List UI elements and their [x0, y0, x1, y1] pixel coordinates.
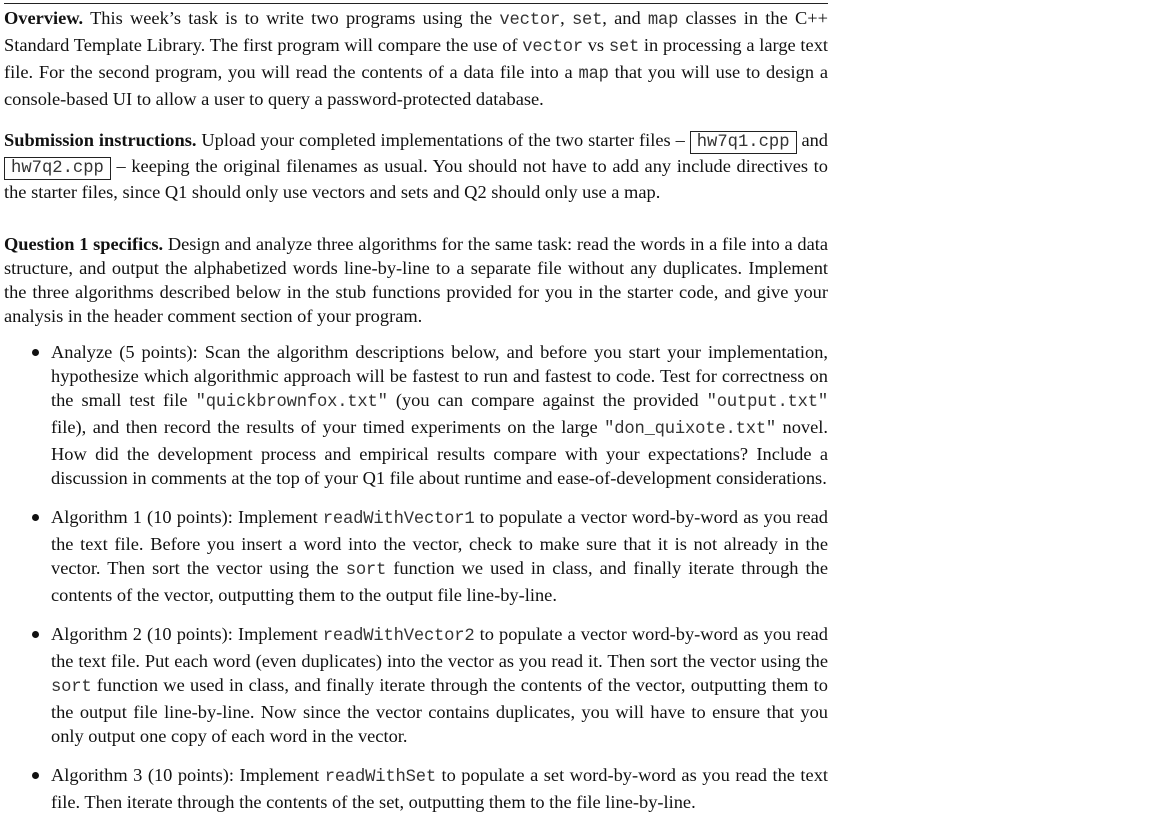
- list-item-text: to populate a vector word-by-word as you read the text file. Before you insert a word into the vector, check to make sure that it is not already in the vector. Then sort the vector using the: [51, 507, 828, 578]
- code-set: set: [571, 11, 603, 30]
- overview-heading: Overview.: [4, 8, 84, 28]
- list-item-text: function we used in class, and finally iterate through the contents of the vector, outputting them to the output file line-by-line.: [51, 558, 828, 605]
- list-item-text: to populate a set word-by-word as you read the text file. Then iterate through the contents of the set, outputting them to the file line-by-line.: [51, 765, 829, 812]
- list-item-text: (you can compare against the provided: [387, 390, 707, 410]
- overview-text: that you will use to design a console-based UI to allow a user to query a password-protected database.: [4, 62, 828, 109]
- requirements-list: [4, 340, 828, 829]
- bullet-icon: [32, 772, 39, 779]
- list-item-text: function we used in class, and finally iterate through the contents of the vector, outputting them to the output file line-by-line. Now since the vector contains duplicates, you will have to ensure that you only output one copy of each word in the vector.: [51, 675, 828, 746]
- filename-hw7q1: hw7q1.cpp: [690, 131, 797, 154]
- filename-hw7q2: hw7q2.cpp: [4, 157, 111, 180]
- code-filename: "don_quixote.txt": [604, 420, 777, 439]
- top-rule: [4, 3, 828, 4]
- list-item-text: Analyze (5 points): Scan the algorithm descriptions below, and before you start your implementation, hypothesize which algorithmic approach will be fastest to run and fastest to code. Test for correctness on the small test file: [51, 342, 828, 410]
- list-item-algorithm-3: [4, 763, 828, 814]
- bullet-icon: [32, 631, 39, 638]
- list-item-algorithm-2: [4, 622, 828, 748]
- code-function-name: sort: [51, 678, 92, 697]
- submission-paragraph: [4, 128, 828, 204]
- list-item-text: Algorithm 2 (10 points): Implement: [51, 624, 323, 644]
- submission-heading: Submission instructions.: [4, 130, 197, 150]
- overview-text: , and: [602, 8, 648, 28]
- overview-text: classes in the C++ Standard Template Library. The first program will compare the use of: [4, 8, 828, 55]
- code-function-name: readWithSet: [324, 768, 436, 787]
- question1-heading: Question 1 specifics.: [4, 234, 164, 254]
- submission-text: Upload your completed implementations of the two starter files –: [196, 130, 690, 150]
- submission-text: – keeping the original filenames as usual. You should not have to add any include directives to the starter files, since Q1 should only use vectors and sets and Q2 should only use a map.: [4, 156, 828, 202]
- code-function-name: sort: [345, 561, 387, 580]
- code-function-name: readWithVector1: [322, 510, 475, 529]
- code-set: set: [608, 38, 640, 57]
- list-item-analyze: [4, 340, 828, 490]
- overview-text: in processing a large text file. For the second program, you will read the contents of a data file into a: [4, 35, 828, 82]
- overview-text: vs: [582, 35, 609, 55]
- code-map: map: [578, 65, 609, 84]
- question1-paragraph: [4, 232, 828, 328]
- overview-text: This week’s task is to write two programs using the: [83, 8, 500, 28]
- code-filename: "output.txt": [706, 393, 829, 412]
- list-item-algorithm-1: [4, 505, 828, 607]
- overview-paragraph: [4, 6, 828, 111]
- code-map: map: [647, 11, 679, 30]
- list-item-text: Algorithm 3 (10 points): Implement: [51, 765, 325, 785]
- code-vector: vector: [499, 11, 561, 30]
- bullet-icon: [32, 514, 39, 521]
- code-vector: vector: [522, 38, 583, 57]
- list-item-text: file), and then record the results of your timed experiments on the large: [51, 417, 605, 437]
- overview-text: ,: [560, 8, 572, 28]
- code-filename: "quickbrownfox.txt": [195, 393, 388, 412]
- submission-text: and: [796, 130, 828, 150]
- list-item-text: Algorithm 1 (10 points): Implement: [51, 507, 323, 527]
- list-item-text: novel. How did the development process and empirical results compare with your expectations? Include a discussion in comments at the top of your Q1 file about runtime and ease-of-development considerations.: [51, 417, 828, 488]
- question1-text: Design and analyze three algorithms for the same task: read the words in a file into a data structure, and output the alphabetized words line-by-line to a separate file without any duplicates. Implement the three algorithms described below in the stub functions provided for you in the starter code, and give your analysis in the header comment section of your program.: [4, 234, 829, 326]
- list-item-text: to populate a vector word-by-word as you read the text file. Put each word (even duplicates) into the vector as you read it. Then sort the vector using the: [51, 624, 828, 671]
- code-function-name: readWithVector2: [322, 627, 475, 646]
- bullet-icon: [32, 349, 39, 356]
